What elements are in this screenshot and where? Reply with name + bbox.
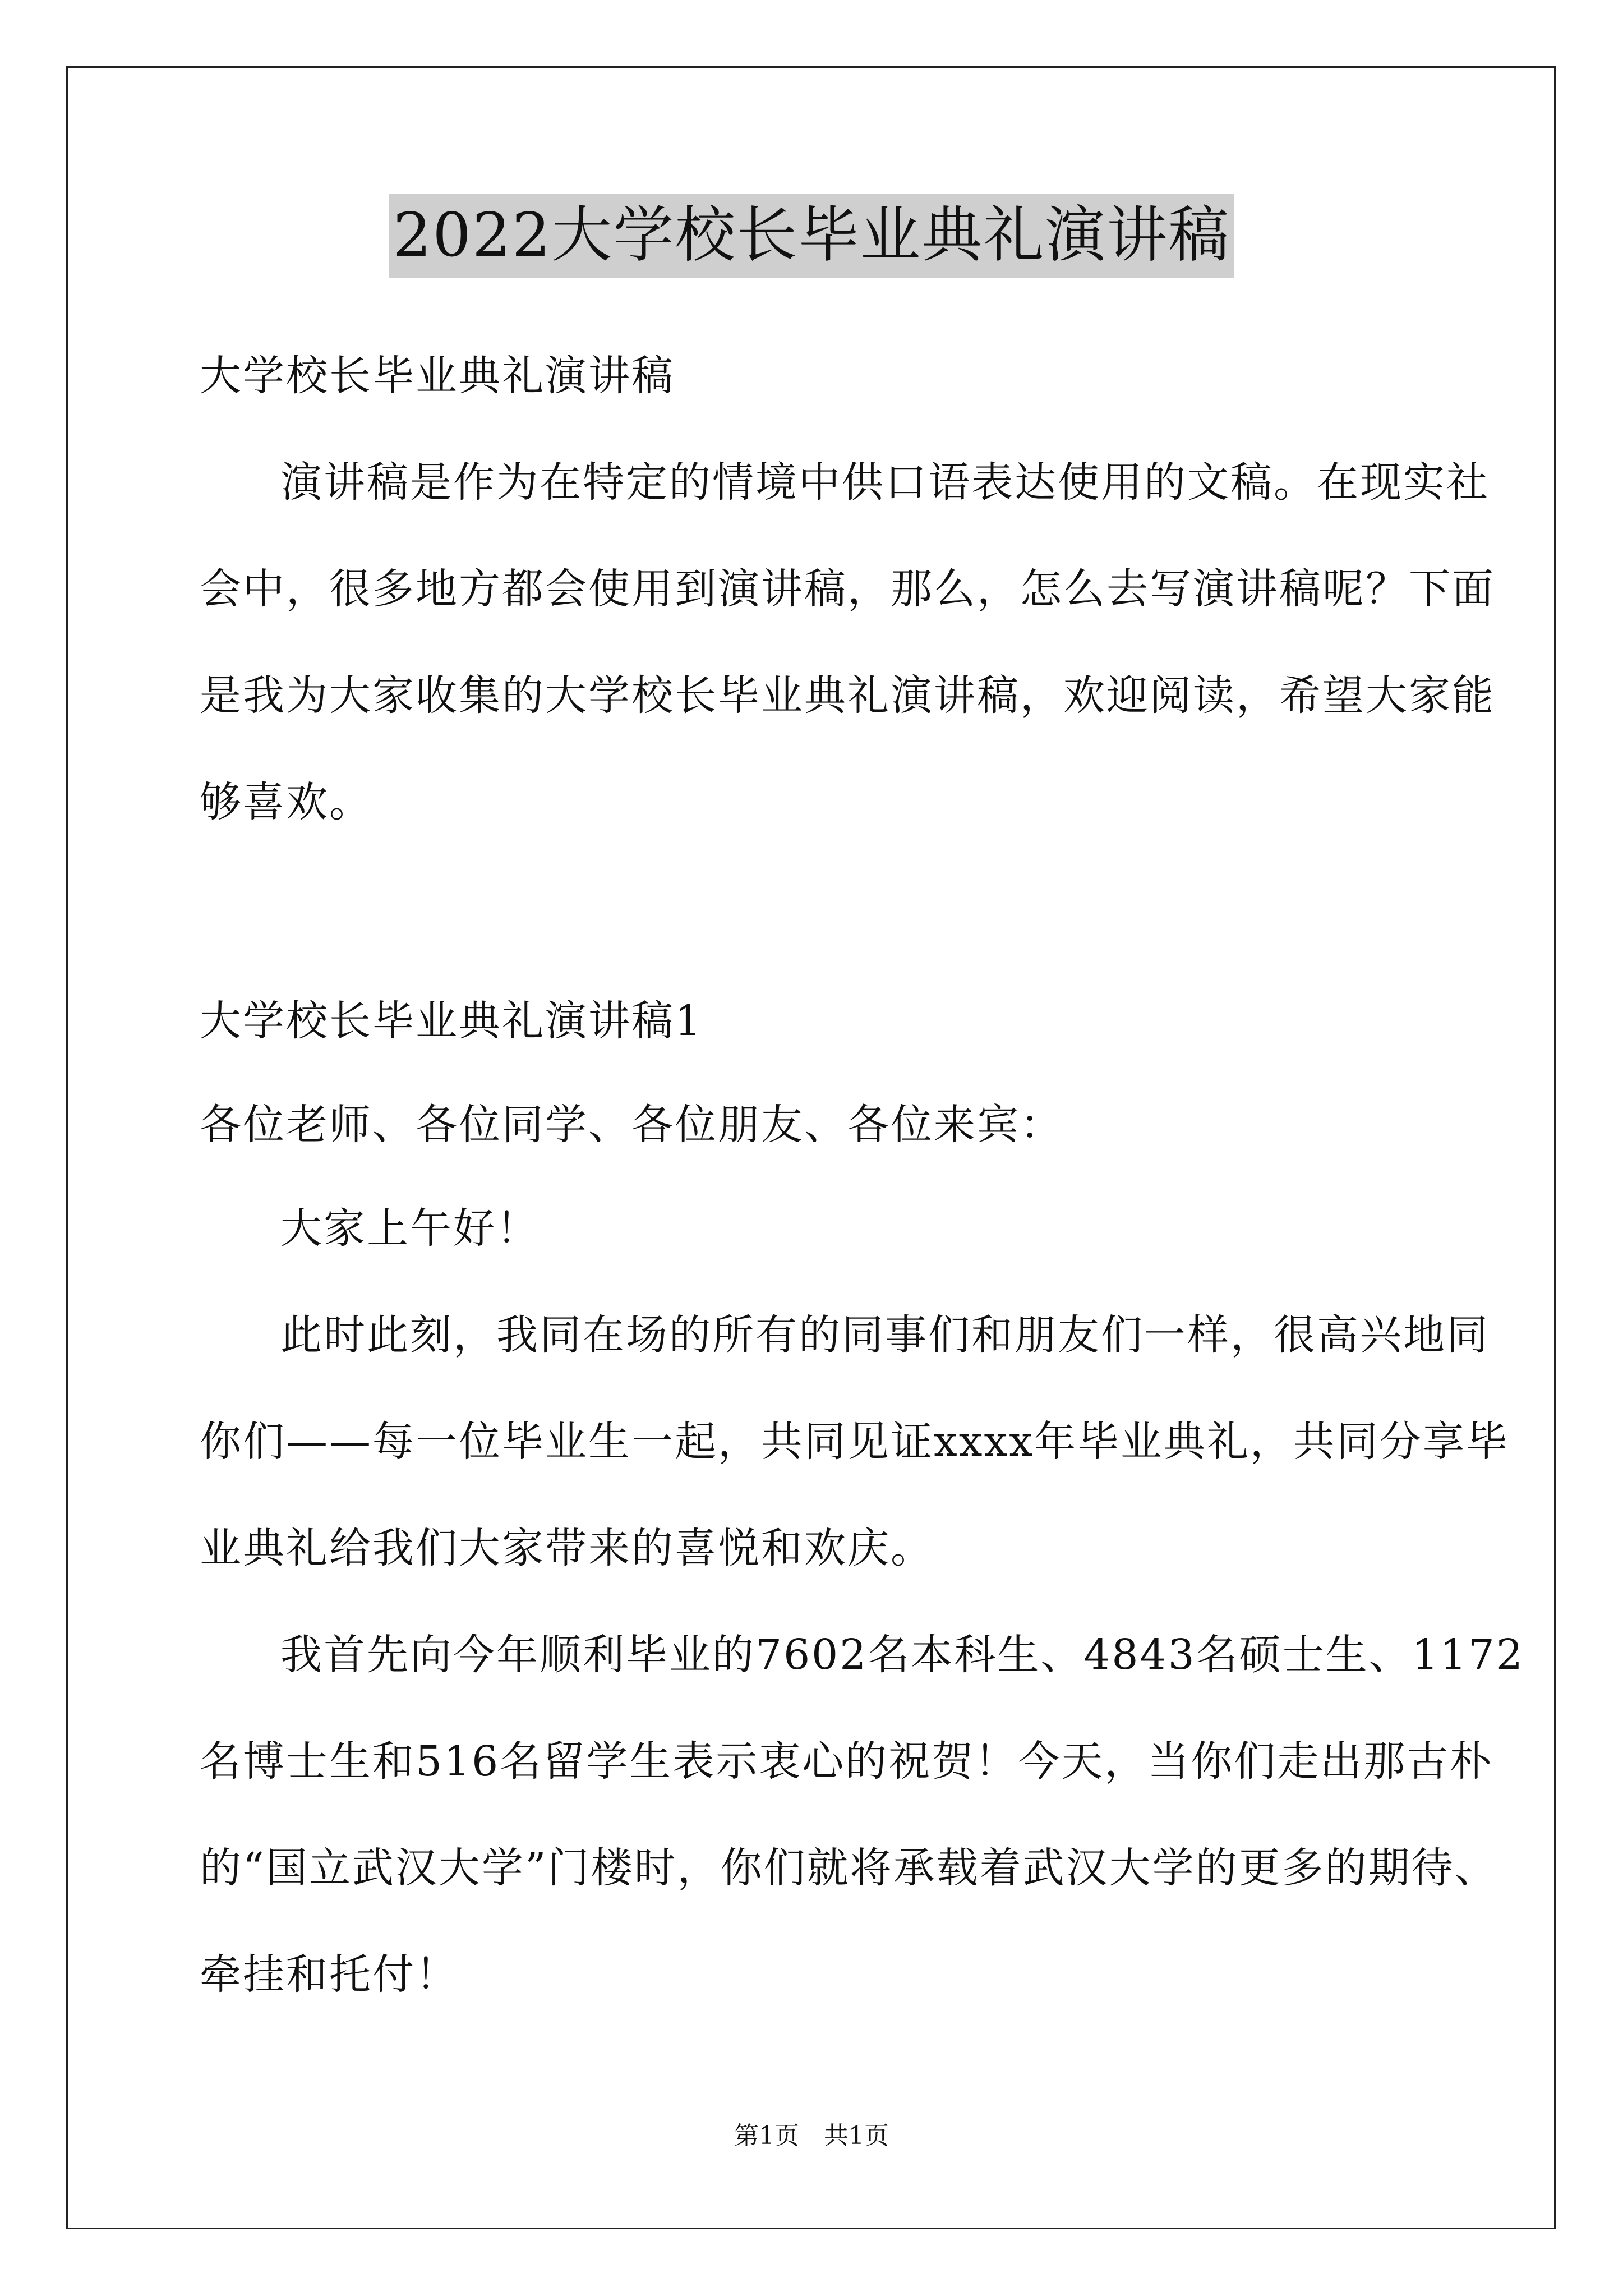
title-container <box>0 194 1623 278</box>
salutation: 各位老师、各位同学、各位朋友、各位来宾： <box>200 1101 1063 1149</box>
paragraph-line: 的“国立武汉大学”门楼时，你们就将承载着武汉大学的更多的期待、 <box>200 1844 1498 1892</box>
greeting: 大家上午好！ <box>280 1204 540 1253</box>
page-footer: 第1页 共1页 <box>734 2122 889 2150</box>
subtitle: 大学校长毕业典礼演讲稿 <box>200 352 675 400</box>
paragraph-line: 牵挂和托付！ <box>200 1950 459 1999</box>
paragraph-line: 此时此刻，我同在场的所有的同事们和朋友们一样，很高兴地同 <box>280 1311 1490 1359</box>
paragraph-line: 名博士生和516名留学生表示衷心的祝贺！今天，当你们走出那古朴 <box>200 1737 1493 1786</box>
intro-line: 是我为大家收集的大学校长毕业典礼演讲稿，欢迎阅读，希望大家能 <box>200 671 1495 720</box>
document-title: 2022大学校长毕业典礼演讲稿 <box>389 194 1235 278</box>
intro-line: 演讲稿是作为在特定的情境中供口语表达使用的文稿。在现实社 <box>280 458 1490 507</box>
intro-line: 会中，很多地方都会使用到演讲稿，那么，怎么去写演讲稿呢？下面 <box>200 565 1495 613</box>
paragraph-line: 业典礼给我们大家带来的喜悦和欢庆。 <box>200 1524 934 1572</box>
paragraph-line: 你们——每一位毕业生一起，共同见证xxxx年毕业典礼，共同分享毕 <box>200 1418 1509 1466</box>
intro-line: 够喜欢。 <box>200 778 372 826</box>
section-heading: 大学校长毕业典礼演讲稿1 <box>200 997 703 1045</box>
paragraph-line: 我首先向今年顺利毕业的7602名本科生、4843名硕士生、1172 <box>280 1631 1524 1679</box>
